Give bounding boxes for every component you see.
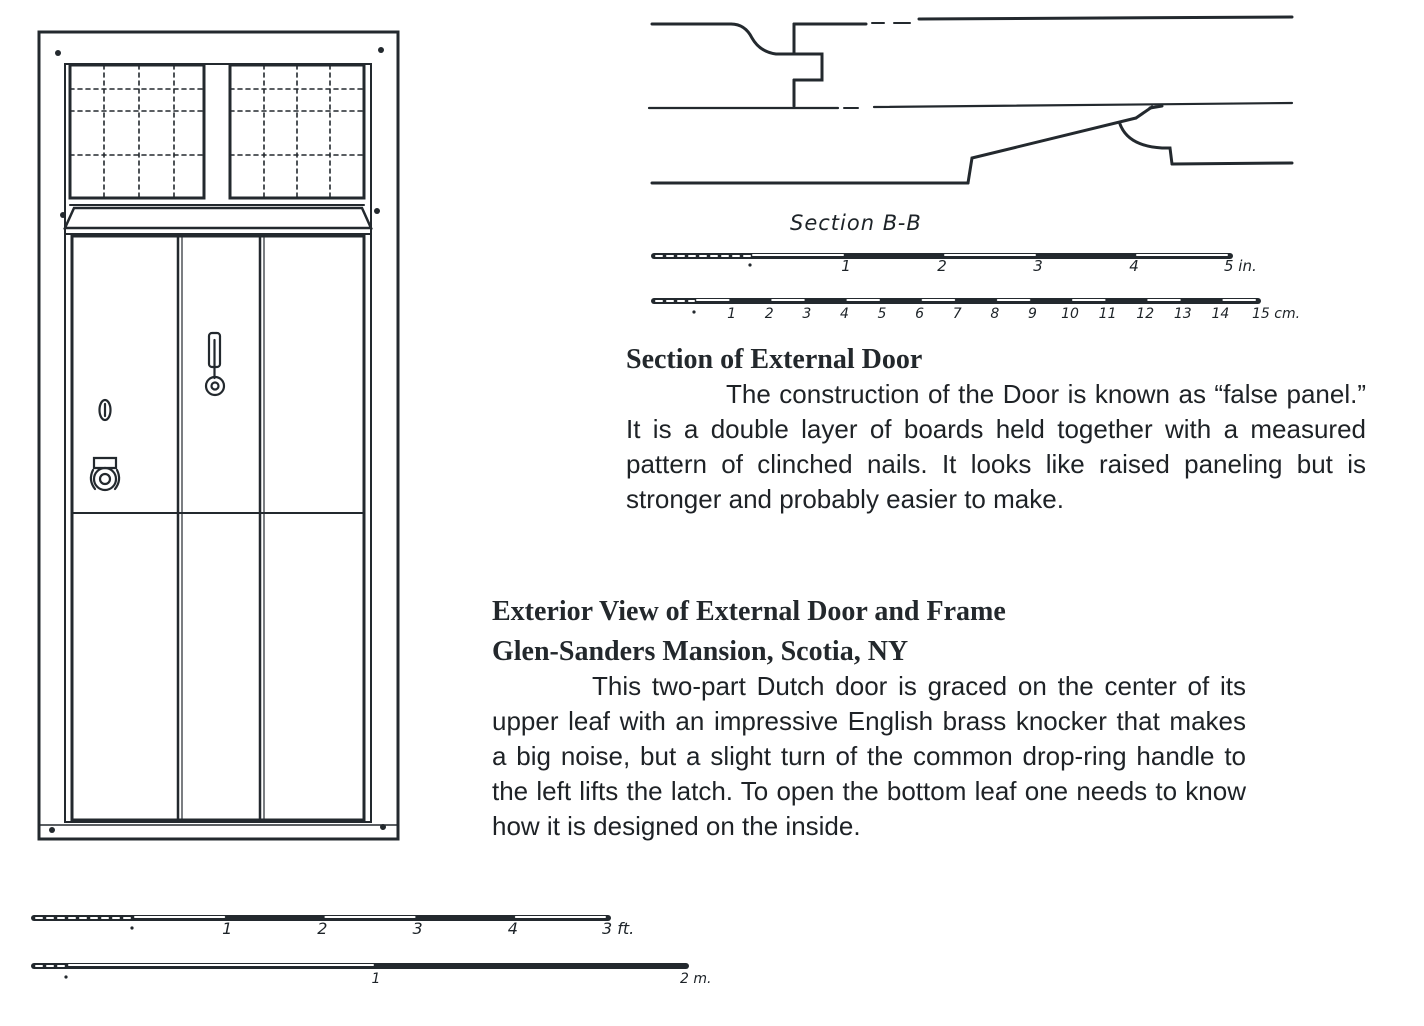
knocker-icon	[206, 333, 224, 395]
scale-bar-inches	[654, 255, 1257, 275]
lintel-molding	[65, 208, 371, 228]
scale-tick-label: 1	[727, 306, 737, 322]
scale-bar-feet	[34, 917, 634, 938]
scale-tick-label: 1	[371, 971, 381, 987]
door-frame-inner	[65, 64, 371, 822]
scale-bar-meters	[34, 965, 711, 987]
section-label: Section B-B	[790, 211, 922, 235]
exterior-caption-title-line2: Glen-Sanders Mansion, Scotia, NY	[492, 636, 909, 667]
scale-zero-mark	[748, 263, 751, 266]
exterior-caption-body: This two-part Dutch door is graced on the center of its upper leaf with an impressive English brass knocker that makes a big noise, but a slight turn of the common drop-ring handle to the left lifts the latch. To open the bottom leaf one needs to know how it is designed on the inside.	[492, 671, 1246, 841]
keyhole-icon	[100, 400, 111, 420]
scale-tick-label: 9	[1027, 306, 1037, 322]
scale-tick-label: 4	[507, 919, 518, 938]
scale-tick-label: 4	[839, 306, 849, 322]
scale-tick-label: 8	[990, 306, 1000, 322]
scale-zero-mark	[692, 310, 695, 313]
scale-tick-label: 12	[1136, 306, 1155, 322]
scale-tick-label: 14	[1211, 306, 1230, 322]
scale-zero-mark	[64, 975, 67, 978]
scale-tick-label: 4	[1129, 257, 1139, 275]
scale-end-label: 3 ft.	[602, 919, 635, 938]
scale-tick-label: 1	[222, 919, 233, 938]
scale-tick-label: 10	[1061, 306, 1079, 322]
door-frame-outer	[39, 32, 398, 839]
scale-tick-label: 11	[1098, 306, 1117, 322]
scale-tick-label: 2	[317, 919, 328, 938]
scale-tick-label: 3	[802, 306, 812, 322]
scale-tick-label: 13	[1173, 306, 1192, 322]
transom-window-right	[230, 65, 364, 198]
scale-end-label: 2 m.	[680, 971, 712, 987]
scale-tick-label: 2	[937, 257, 947, 275]
scale-tick-label: 7	[952, 306, 962, 322]
scale-tick-label: 3	[1033, 257, 1043, 275]
door-elevation	[39, 32, 398, 839]
scale-tick-label: 1	[841, 257, 851, 275]
transom-window-left	[70, 65, 204, 198]
exterior-caption-title-line1: Exterior View of External Door and Frame	[492, 596, 1006, 627]
section-caption-body: The construction of the Door is known as “false panel.” It is a double layer of boards held together with a measured pattern of clinched nails. It looks like raised paneling but is stronger and probably easier to make.	[626, 379, 1366, 514]
section-b-b-profile	[649, 17, 1292, 183]
scale-tick-label: 3	[412, 919, 423, 938]
scale-bar-cm	[654, 300, 1300, 322]
scale-end-label: 15 cm.	[1252, 306, 1301, 322]
section-caption-title: Section of External Door	[626, 344, 923, 375]
scale-tick-label: 2	[764, 306, 774, 322]
frame-nails	[49, 47, 386, 833]
scale-tick-label: 5	[877, 306, 887, 322]
scale-tick-label: 6	[915, 306, 925, 322]
scale-zero-mark	[130, 926, 133, 929]
scale-end-label: 5 in.	[1224, 257, 1257, 275]
door-leaf	[72, 236, 364, 820]
drop-ring-handle-icon	[91, 458, 119, 490]
